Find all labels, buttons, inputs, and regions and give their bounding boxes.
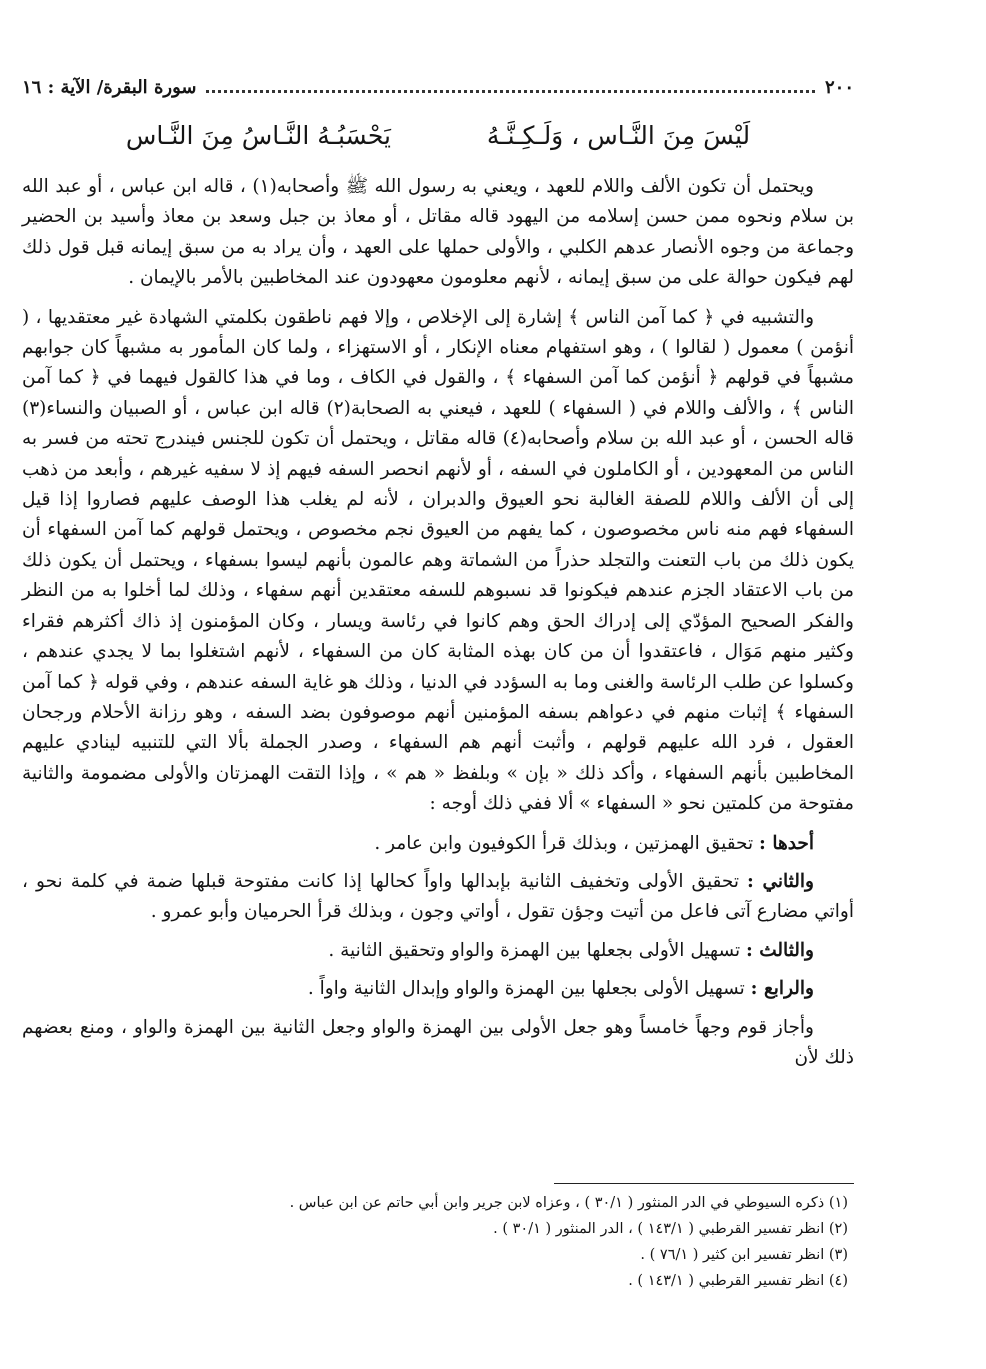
page-number: ٢٠٠: [824, 76, 854, 98]
reading-item-2: [22, 867, 854, 928]
footnote-1: (١) ذكره السيوطي في الدر المنثور ( ٣٠/١ ) ، وعزاه لابن جرير وابن أبي حاتم عن ابن عباس .: [289, 1195, 848, 1211]
item-label: والثالث :: [745, 939, 814, 961]
paragraph-2: والتشبيه في ﴿ كما آمن الناس ﴾ إشارة إلى الإخلاص ، وإلا فهم ناطقون بكلمتي الشهادة غير معتقديها ، ( أنؤمن ) معمول ( لقالوا ) ، وهو استفهام معناه الإنكار ، أو الاستهزاء ، ولما كان المأمور به مشبهاً كان جوابهم مشبهاً في قولهم ﴿ أنؤمن كما آمن السفهاء ﴾ ، والقول في الكاف ، وما في هذا كالقول فيهما في ﴿ كما آمن الناس ﴾ ، والألف واللام في ( السفهاء ) للعهد ، فيعني به الصحابة(٢) قاله ابن عباس ، أو الصبيان والنساء(٣) قاله الحسن ، أو عبد الله بن سلام وأصحابه(٤) قاله مقاتل ، ويحتمل أن تكون للجنس فيندرج تحته من فسر به الناس من المعهودين ، أو الكاملون في السفه ، أو لأنهم انحصر السفه فيهم إذ لا سفيه غيرهم ، وأبعد من ذهب إلى أن الألف واللام للصفة الغالبة نحو العيوق والدبران ، لأنه لم يغلب هذا الوصف عليهم فصاروا إذا قيل السفهاء فهم منه ناس مخصوصون ، كما يفهم من العيوق نجم مخصوص ، ويحتمل قولهم كما آمن السفهاء أن يكون ذلك من باب التعنت والتجلد حذراً من الشماتة وهم عالمون بأنهم ليسوا بسفهاء ، ويحتمل أن يكون ذلك من باب الاعتقاد الجزم عندهم فيكونوا قد نسبوهم للسفه معتقدين أنهم سفهاء ، وذلك لما أخلوا به من النظر والفكر الصحيح المؤدّي إلى إدراك الحق وهم كانوا في رئاسة ويسار ، وكان المؤمنون إذ ذاك أكثرهم فقراء وكثير منهم مَوَال ، فاعتقدوا أن من كان بهذه المثابة كان من السفهاء ، لأنهم اشتغلوا بما لا يجدي عندهم ، وكسلوا عن طلب الرئاسة والغنى وما به السؤدد في الدنيا ، وذلك هو غاية السفه عندهم ، وفي قوله ﴿ كما آمن السفهاء ﴾ إثبات منهم في دعواهم بسفه المؤمنين أنهم موصوفون بضد السفه ، وهو رزانة الأحلام ورجحان العقول ، فرد الله عليهم قولهم ، وأثبت أنهم هم السفهاء ، وصدر الجملة بألا التي للتنبيه لينادي عليهم المخاطبين بأنهم السفهاء ، وأكد ذلك « بإن » وبلفظ « هم » ، وإذا التقت الهمزتان والأولى مضمومة والثانية مفتوحة من كلمتين نحو « السفهاء » ألا ففي ذلك أوجه :: [22, 306, 855, 815]
item-label: والرابع :: [750, 978, 814, 1000]
reading-item-3: [22, 936, 854, 966]
header-dot-leader: [206, 90, 815, 93]
main-text: [22, 172, 854, 1082]
item-label: والثاني :: [747, 870, 814, 892]
item-text: تحقيق الهمزتين ، وبذلك قرأ الكوفيون وابن عامر .: [374, 832, 754, 854]
verse-part-2: يَحْسَبُـهُ النَّـاسُ مِنَ النَّـاس: [125, 121, 391, 150]
reading-item-4: [22, 974, 854, 1004]
item-text: تسهيل الأولى بجعلها بين الهمزة والواو وإبدال الثانية واواً .: [307, 978, 745, 1000]
paragraph-1: ويحتمل أن تكون الألف واللام للعهد ، ويعني به رسول الله ﷺ وأصحابه(١) ، قاله ابن عباس ، أو عبد الله بن سلام ونحوه ممن حسن إسلامه من اليهود قاله مقاتل ، أو معاذ بن جبل وسعد بن معاذ وأسيد بن الحضير وجماعة من وجوه الأنصار عدهم الكلبي ، والأولى حملها على العهد ، وأن يراد به من سبق إيمانه قبل قول ذلك لهم فيكون حوالة على من سبق إيمانه ، لأنهم معلومون معهودون عند المخاطبين بالأمر بالإيمان .: [22, 176, 854, 289]
running-header: [22, 72, 854, 102]
verse-part-1: لَيْسَ مِنَ النَّـاس ، وَلَـكِـنَّـهُ: [486, 121, 751, 150]
footnote-3: (٣) انظر تفسير ابن كثير ( ٧٦/١ ) .: [640, 1247, 848, 1263]
item-text: تسهيل الأولى بجعلها بين الهمزة والواو وتحقيق الثانية .: [328, 939, 741, 961]
quran-verse-heading: [22, 112, 854, 160]
reading-item-1: [22, 829, 854, 859]
surah-reference: سورة البقرة/ الآية : ١٦: [22, 76, 197, 98]
item-text: تحقيق الأولى وتخفيف الثانية بإبدالها واواً كحالها إذا كانت مفتوحة قبلها ضمة في كلمة نحو ، أواتي مضارع آتى فاعل من أتيت وجؤن تقول ، أواتي وجون ، وبذلك قرأ الحرميان وأبو عمرو .: [22, 870, 854, 923]
footnotes: [22, 1190, 854, 1294]
footnote-2: (٢) انظر تفسير القرطبي ( ١٤٣/١ ) ، الدر المنثور ( ٣٠/١ ) .: [493, 1221, 848, 1237]
footnote-4: (٤) انظر تفسير القرطبي ( ١٤٣/١ ) .: [628, 1273, 848, 1289]
book-page: [22, 0, 854, 1369]
item-label: أحدها :: [759, 832, 814, 854]
footnote-divider: [554, 1183, 854, 1184]
paragraph-last: وأجاز قوم وجهاً خامساً وهو جعل الأولى بين الهمزة والواو وجعل الثانية بين الهمزة والواو ، ومنع بعضهم ذلك لأن: [22, 1016, 854, 1068]
